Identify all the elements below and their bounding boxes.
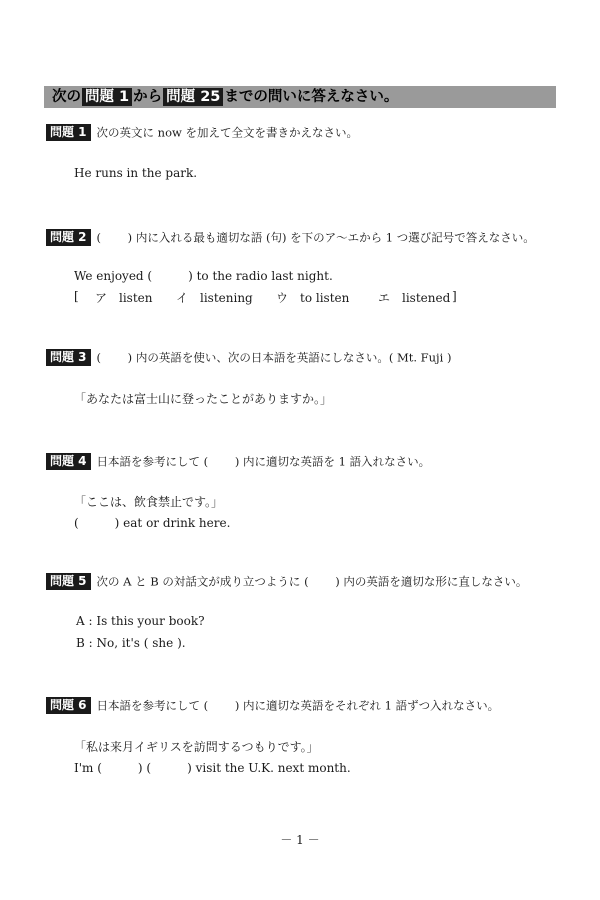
question-1-instruction: 次の英文に now を加えて全文を書きかえなさい。: [96, 125, 359, 140]
question-4-sentence: ( ) eat or drink here.: [74, 516, 231, 530]
header-suffix: までの問いに答えなさい。: [224, 89, 399, 105]
question-4-heading: [46, 453, 430, 470]
question-6-label: 問題 6: [46, 697, 91, 714]
question-1-label: 問題 1: [46, 124, 91, 141]
question-2-option-c: ウ to listen: [276, 291, 350, 305]
question-6-heading: [46, 697, 499, 714]
question-6-japanese: 「私は来月イギリスを訪問するつもりです。」: [74, 740, 319, 754]
section-header: [44, 86, 556, 108]
page-number: － 1 －: [280, 833, 320, 847]
question-1-heading: [46, 124, 358, 141]
question-4-instruction: 日本語を参考にして ( ) 内に適切な英語を 1 語入れなさい。: [96, 454, 431, 469]
question-5-heading: [46, 573, 527, 590]
question-5-line-a: A : Is this your book?: [76, 614, 205, 628]
header-middle: から: [133, 89, 163, 105]
question-2-option-d: エ listened: [378, 291, 451, 305]
question-3-label: 問題 3: [46, 349, 91, 366]
question-5-instruction: 次の A と B の対話文が成り立つように ( ) 内の英語を適切な形に直しなさい。: [96, 574, 528, 589]
header-prefix: 次の: [52, 89, 81, 105]
question-2-option-a: ア listen: [95, 291, 153, 305]
question-1-sentence: He runs in the park.: [74, 166, 198, 180]
question-2-bracket-close: ]: [452, 289, 457, 303]
question-3-heading: [46, 349, 451, 366]
question-3-sentence: 「あなたは富士山に登ったことがありますか。」: [74, 392, 333, 406]
question-6-sentence: I'm ( ) ( ) visit the U.K. next month.: [74, 761, 351, 775]
header-question-box-start: 問題 1: [82, 88, 132, 106]
question-5-line-b: B : No, it's ( she ).: [76, 636, 186, 650]
question-4-japanese: 「ここは、飲食禁止です。」: [74, 495, 224, 509]
question-3-instruction: ( ) 内の英語を使い、次の日本語を英語にしなさい。( Mt. Fuji ): [96, 350, 452, 365]
header-question-box-end: 問題 25: [163, 88, 223, 106]
question-2-heading: [46, 229, 535, 246]
question-6-instruction: 日本語を参考にして ( ) 内に適切な英語をそれぞれ 1 語ずつ入れなさい。: [96, 698, 500, 713]
question-2-instruction: ( ) 内に入れる最も適切な語 (句) を下のア～エから 1 つ選び記号で答えなさい。: [96, 230, 535, 245]
question-2-option-b: イ listening: [176, 291, 253, 305]
question-2-sentence: We enjoyed ( ) to the radio last night.: [74, 269, 333, 283]
question-2-label: 問題 2: [46, 229, 91, 246]
question-5-label: 問題 5: [46, 573, 91, 590]
question-4-label: 問題 4: [46, 453, 91, 470]
question-2-bracket-open: [: [74, 289, 79, 303]
